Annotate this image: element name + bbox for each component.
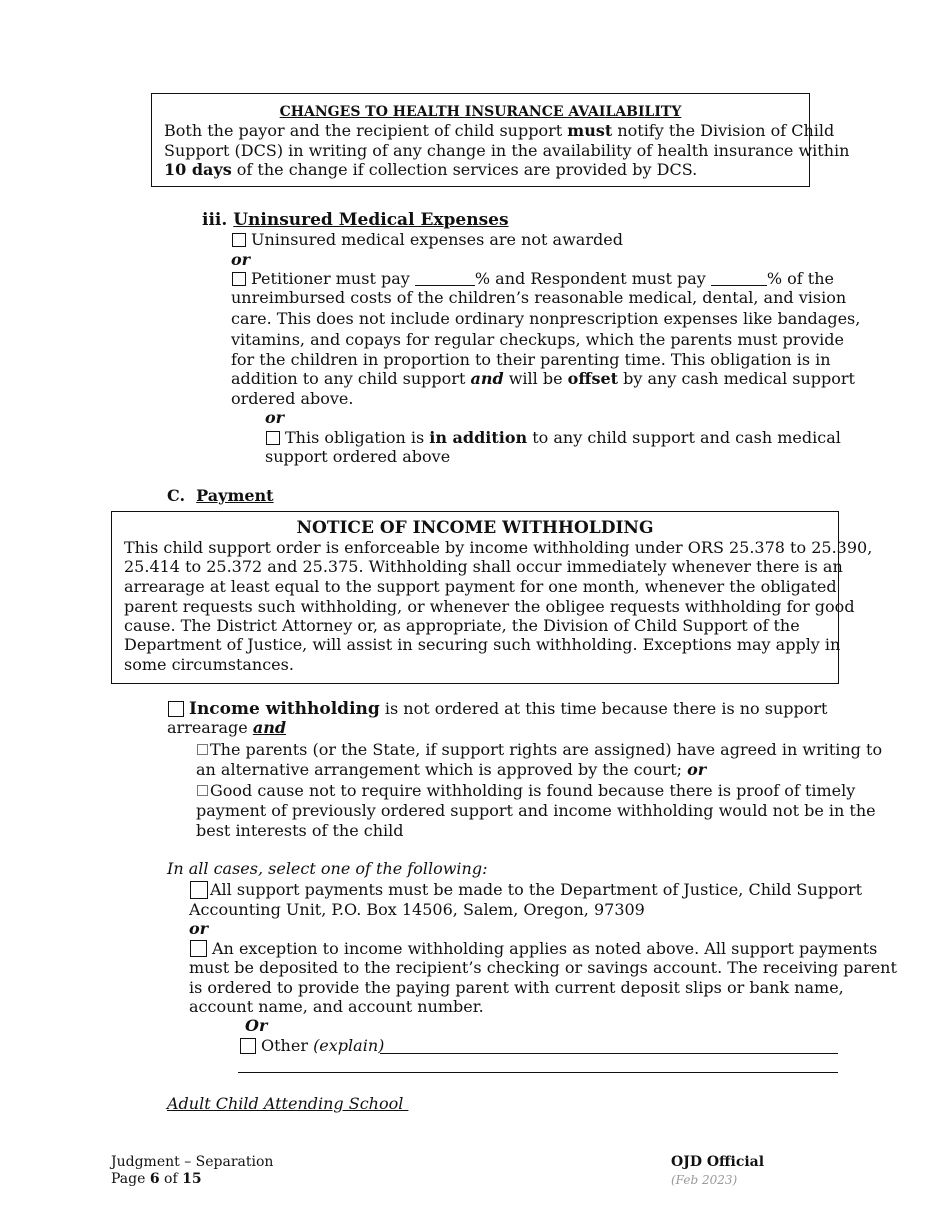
footer-document-title: Judgment – Separation — [111, 1154, 274, 1170]
health-box-line-3: 10 days of the change if collection services are provided by DCS. — [164, 160, 698, 179]
uninsured-option-percent: Petitioner must pay % and Respondent must pay % of the — [232, 269, 834, 288]
all-cases-text-line: account name, and account number. — [189, 997, 484, 1016]
notice-line: Department of Justice, will assist in securing such withholding. Exceptions may apply in — [124, 635, 841, 654]
uninsured-text-line: support ordered above — [265, 447, 451, 466]
all-cases-text-line: is ordered to provide the paying parent with current deposit slips or bank name, — [189, 978, 844, 997]
uninsured-option-in-addition: This obligation is in addition to any child support and cash medical — [266, 428, 841, 447]
other-option: Other (explain) — [240, 1036, 384, 1055]
notice-title: NOTICE OF INCOME WITHHOLDING — [296, 518, 654, 538]
uninsured-text-line: care. This does not include ordinary nonprescription expenses like bandages, — [231, 309, 861, 328]
uninsured-heading: iii. Uninsured Medical Expenses — [202, 210, 509, 230]
notice-line: some circumstances. — [124, 655, 294, 674]
notice-line: This child support order is enforceable by income withholding under ORS 25.378 to 25.390, — [124, 538, 873, 557]
exception-deposit-checkbox[interactable] — [190, 940, 207, 957]
payment-heading: C. Payment — [167, 486, 274, 505]
withholding-not-ordered-checkbox[interactable] — [168, 701, 184, 717]
alternative-arrangement-option: The parents (or the State, if support rights are assigned) have agreed in writing to — [197, 740, 882, 759]
notice-line: parent requests such withholding, or whenever the obligee requests withholding for good — [124, 597, 855, 616]
petitioner-percent-field[interactable] — [415, 271, 475, 286]
other-explain-field[interactable] — [380, 1053, 838, 1054]
or-label: Or — [245, 1016, 268, 1035]
good-cause-option: Good cause not to require withholding is found because there is proof of timely — [197, 781, 855, 800]
doj-payment-checkbox[interactable] — [190, 881, 208, 899]
all-cases-text-line: Accounting Unit, P.O. Box 14506, Salem, Oregon, 97309 — [189, 900, 645, 919]
withholding-not-ordered-option: Income withholding is not ordered at this time because there is no support — [168, 699, 827, 719]
not-awarded-checkbox[interactable] — [232, 233, 246, 247]
uninsured-text-line: for the children in proportion to their parenting time. This obligation is in — [231, 350, 831, 369]
alternative-arrangement-checkbox[interactable] — [197, 744, 208, 755]
footer-page-number: Page 6 of 15 — [111, 1171, 202, 1187]
all-cases-intro: In all cases, select one of the following: — [167, 859, 488, 878]
health-box-line-1: Both the payor and the recipient of child support must notify the Division of Child — [164, 121, 835, 140]
or-label: or — [189, 919, 209, 938]
percent-split-checkbox[interactable] — [232, 272, 246, 286]
or-label: or — [265, 408, 285, 427]
notice-line: 25.414 to 25.372 and 25.375. Withholding shall occur immediately whenever there is an — [124, 557, 843, 576]
doj-payment-option: All support payments must be made to the Department of Justice, Child Support — [190, 880, 862, 899]
footer-revision-date: (Feb 2023) — [671, 1173, 738, 1187]
good-cause-checkbox[interactable] — [197, 785, 208, 796]
respondent-percent-field[interactable] — [711, 271, 767, 286]
uninsured-text-line: ordered above. — [231, 389, 354, 408]
in-addition-checkbox[interactable] — [266, 431, 280, 445]
notice-line: cause. The District Attorney or, as appropriate, the Division of Child Support of the — [124, 616, 800, 635]
health-box-line-2: Support (DCS) in writing of any change in the availability of health insurance within — [164, 141, 850, 160]
uninsured-text-line: unreimbursed costs of the children’s reasonable medical, dental, and vision — [231, 288, 847, 307]
health-box-title: CHANGES TO HEALTH INSURANCE AVAILABILITY — [279, 104, 682, 120]
other-checkbox[interactable] — [240, 1038, 256, 1054]
uninsured-option-not-awarded: Uninsured medical expenses are not awarded — [232, 230, 623, 249]
footer-official-label: OJD Official — [671, 1154, 765, 1170]
uninsured-text-line: vitamins, and copays for regular checkups, which the parents must provide — [231, 330, 844, 349]
all-cases-text-line: must be deposited to the recipient’s checking or savings account. The receiving parent — [189, 958, 897, 977]
exception-deposit-option: An exception to income withholding applies as noted above. All support payments — [190, 939, 877, 958]
notice-line: arrearage at least equal to the support payment for one month, whenever the obligated — [124, 577, 837, 596]
withholding-text-line: best interests of the child — [196, 821, 404, 840]
withholding-text-line: arrearage and — [167, 718, 287, 737]
other-explain-field-line-2[interactable] — [238, 1072, 838, 1073]
adult-child-heading: Adult Child Attending School — [167, 1094, 409, 1113]
withholding-text-line: an alternative arrangement which is approved by the court; or — [196, 760, 707, 779]
uninsured-text-line: addition to any child support and will be offset by any cash medical support — [231, 369, 855, 388]
or-label: or — [231, 250, 251, 269]
withholding-text-line: payment of previously ordered support and income withholding would not be in the — [196, 801, 876, 820]
